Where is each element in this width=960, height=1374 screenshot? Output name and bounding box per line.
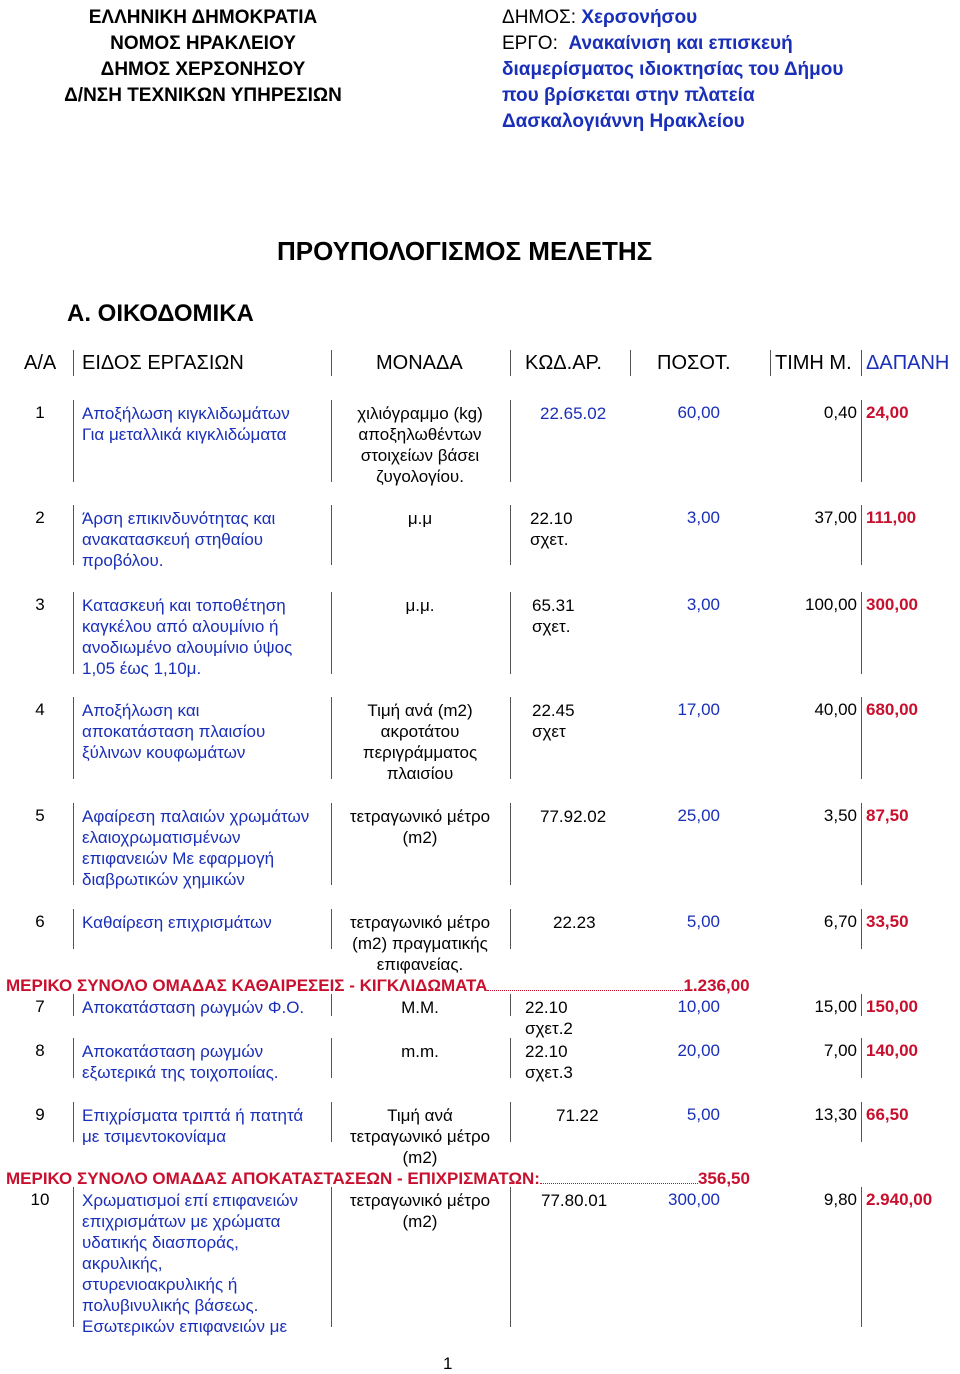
row-unit-price: 37,00 [814, 508, 857, 527]
description-line: ξύλινων κουφωμάτων [82, 743, 246, 762]
subtotal-label: ΜΕΡΙΚΟ ΣΥΝΟΛΟ ΟΜΑΔΑΣ ΑΠΟΚΑΤΑΣΤΑΣΕΩΝ - ΕΠΙΧΡΙΣΜΑΤΩΝ: [6, 1169, 540, 1188]
row-unit-price: 6,70 [823, 912, 857, 931]
description-line: επιχρισμάτων με χρώματα [82, 1212, 281, 1231]
page-title: ΠΡΟΥΠΟΛΟΓΙΣΜΟΣ ΜΕΛΕΤΗΣ [277, 236, 653, 266]
unit-line: ζυγολογίου. [376, 467, 464, 486]
column-divider [73, 350, 74, 376]
row-number: 3 [35, 595, 45, 614]
project-label: ΕΡΓΟ: [502, 33, 558, 54]
row-unit [330, 997, 510, 1018]
column-divider [510, 803, 511, 885]
unit-line: ακροτάτου [380, 722, 460, 741]
unit-line: (m2) πραγματικής [352, 934, 488, 953]
row-code: 22.10 σχετ.2 [525, 998, 573, 1038]
row-quantity: 17,00 [677, 700, 720, 719]
unit-line: επιφανείας. [376, 955, 464, 974]
unit-line: στοιχείων βάσει [360, 446, 480, 465]
project-line: που βρίσκεται στην πλατεία [502, 85, 755, 106]
row-code: 77.92.02 [540, 807, 607, 826]
row-code: 22.65.02 [540, 404, 607, 423]
subtotal-value: 356,50 [697, 1169, 750, 1188]
column-divider [73, 803, 74, 885]
row-code: 22.10 σχετ. [530, 509, 573, 549]
column-divider [770, 350, 771, 376]
row-unit-price: 9,80 [823, 1190, 857, 1209]
column-divider [73, 592, 74, 674]
col-unit: ΜΟΝΑΔΑ [376, 352, 463, 374]
leader-dots [487, 990, 683, 991]
description-line: διαβρωτικών χημικών [82, 870, 245, 889]
unit-line: περιγράμματος [362, 743, 478, 762]
row-unit [330, 403, 510, 487]
row-number: 8 [35, 1041, 45, 1060]
description-line: υδατικής διασποράς, [82, 1233, 239, 1252]
row-unit [330, 700, 510, 784]
description-line: Αποκατάσταση ρωγμών Φ.Ο. [82, 998, 305, 1017]
row-cost: 2.940,00 [866, 1190, 933, 1209]
municipality-label: ΔΗΜΟΣ: [502, 7, 577, 28]
description-line: Αποξήλωση και [82, 701, 200, 720]
description-line: στυρενιοακρυλικής ή [82, 1275, 238, 1294]
subtotal-value: 1.236,00 [683, 976, 750, 995]
col-quantity: ΠΟΣΟΤ. [657, 352, 731, 374]
column-divider [73, 909, 74, 949]
column-divider [510, 400, 511, 482]
unit-line: (m2) [402, 1212, 438, 1231]
subtotal-row [6, 976, 750, 996]
issuer-line: ΕΛΛΗΝΙΚΗ ΔΗΜΟΚΡΑΤΙΑ [88, 7, 318, 28]
subtotal-label: ΜΕΡΙΚΟ ΣΥΝΟΛΟ ΟΜΑΔΑΣ ΚΑΘΑΙΡΕΣΕΙΣ - ΚΙΓΚΛΙΔΩΜΑΤΑ [6, 976, 488, 995]
row-cost: 33,50 [866, 912, 909, 931]
unit-line: αποξηλωθέντων [358, 425, 482, 444]
row-quantity: 300,00 [668, 1190, 720, 1209]
description-line: Αφαίρεση παλαιών χρωμάτων [82, 807, 310, 826]
row-quantity: 5,00 [686, 1105, 720, 1124]
row-cost: 680,00 [866, 700, 918, 719]
row-code: 22.45 σχετ [532, 701, 575, 741]
row-description [82, 806, 332, 890]
project-line: διαμερίσματος ιδιοκτησίας του Δήμου [502, 59, 844, 80]
row-description [82, 912, 332, 933]
column-divider [510, 697, 511, 779]
row-number: 5 [35, 806, 45, 825]
column-divider [73, 697, 74, 779]
row-unit-price: 7,00 [823, 1041, 857, 1060]
row-unit-price: 13,30 [814, 1105, 857, 1124]
column-divider [510, 1102, 511, 1142]
row-unit [330, 1190, 510, 1232]
description-line: Κατασκευή και τοποθέτηση [82, 596, 286, 615]
project-line: Ανακαίνιση και επισκευή [568, 33, 793, 54]
col-cost: ΔΑΠΑΝΗ [866, 352, 950, 374]
description-line: επιφανειών Με εφαρμογή [82, 849, 275, 868]
unit-line: μ.μ [407, 509, 433, 528]
row-unit-price: 40,00 [814, 700, 857, 719]
row-number: 7 [35, 997, 45, 1016]
unit-line: Μ.Μ. [401, 998, 439, 1017]
row-code: 22.10 σχετ.3 [525, 1042, 573, 1082]
description-line: Χρωματισμοί επί επιφανειών [82, 1191, 299, 1210]
description-line: Εσωτερικών επιφανειών με [82, 1317, 288, 1336]
row-quantity: 60,00 [677, 403, 720, 422]
column-divider [510, 1038, 511, 1078]
column-divider [510, 1187, 511, 1327]
description-line: ανοδιωμένο αλουμίνιο ύψος [82, 638, 293, 657]
row-unit-price: 3,50 [823, 806, 857, 825]
row-description [82, 1041, 332, 1083]
row-unit [330, 1041, 510, 1062]
column-divider [510, 350, 511, 376]
column-divider [861, 350, 862, 376]
column-divider [861, 505, 862, 565]
column-divider [73, 1038, 74, 1078]
row-description [82, 1190, 332, 1337]
page-number: 1 [443, 1354, 453, 1373]
column-divider [510, 505, 511, 565]
row-quantity: 5,00 [686, 912, 720, 931]
column-divider [331, 350, 332, 376]
description-line: ελαιοχρωματισμένων [82, 828, 241, 847]
unit-line: (m2) [402, 1148, 438, 1167]
description-line: με τσιμεντοκονίαμα [82, 1127, 227, 1146]
row-quantity: 10,00 [677, 997, 720, 1016]
column-divider [510, 994, 511, 1016]
row-description [82, 997, 332, 1018]
description-line: πολυβινυλικής βάσεως. [82, 1296, 259, 1315]
row-number: 9 [35, 1105, 45, 1124]
column-divider [73, 1102, 74, 1142]
row-unit [330, 912, 510, 975]
col-code: ΚΩΔ.ΑΡ. [525, 352, 602, 374]
row-unit-price: 0,40 [823, 403, 857, 422]
unit-line: τετραγωνικό μέτρο [349, 913, 491, 932]
col-price: ΤΙΜΗ Μ. [775, 352, 852, 374]
row-unit-price: 15,00 [814, 997, 857, 1016]
description-line: αποκατάσταση πλαισίου [82, 722, 266, 741]
issuer-block [40, 5, 366, 109]
row-quantity: 20,00 [677, 1041, 720, 1060]
section-heading: Α. ΟΙΚΟΔΟΜΙΚΑ [67, 300, 254, 327]
row-cost: 111,00 [866, 508, 917, 527]
column-divider [861, 994, 862, 1016]
row-cost: 66,50 [866, 1105, 909, 1124]
unit-line: (m2) [402, 828, 438, 847]
description-line: καγκέλου από αλουμίνιο ή [82, 617, 279, 636]
row-unit-price: 100,00 [805, 595, 857, 614]
column-divider [861, 1187, 862, 1327]
unit-line: τετραγωνικό μέτρο [349, 1127, 491, 1146]
row-unit [330, 1105, 510, 1168]
row-number: 2 [35, 508, 45, 527]
row-number: 10 [30, 1190, 50, 1209]
row-number: 4 [35, 700, 45, 719]
description-line: 1,05 έως 1,10μ. [82, 659, 202, 678]
row-code: 77.80.01 [541, 1191, 608, 1210]
column-divider [73, 994, 74, 1016]
column-divider [73, 400, 74, 482]
unit-line: πλαισίου [386, 764, 454, 783]
issuer-line: ΝΟΜΟΣ ΗΡΑΚΛΕΙΟΥ [110, 33, 296, 54]
column-divider [510, 909, 511, 949]
row-description [82, 403, 332, 445]
row-cost: 87,50 [866, 806, 909, 825]
issuer-line: Δ/ΝΣΗ ΤΕΧΝΙΚΩΝ ΥΠΗΡΕΣΙΩΝ [64, 85, 342, 106]
description-line: ανακατασκευή στηθαίου [82, 530, 264, 549]
row-cost: 24,00 [866, 403, 909, 422]
description-line: Αποκατάσταση ρωγμών [82, 1042, 264, 1061]
unit-line: τετραγωνικό μέτρο [349, 807, 491, 826]
row-quantity: 25,00 [677, 806, 720, 825]
column-divider [73, 1187, 74, 1327]
column-divider [861, 697, 862, 779]
row-description [82, 1105, 332, 1147]
column-divider [861, 803, 862, 885]
unit-line: m.m. [401, 1042, 439, 1061]
description-line: Άρση επικινδυνότητας και [82, 509, 276, 528]
row-cost: 140,00 [866, 1041, 918, 1060]
col-aa: Α/Α [24, 352, 57, 374]
row-cost: 150,00 [866, 997, 918, 1016]
column-divider [630, 350, 631, 376]
subtotal-row [6, 1169, 750, 1189]
col-description: ΕΙΔΟΣ ΕΡΓΑΣΙΩΝ [82, 352, 244, 374]
row-code: 65.31 σχετ. [532, 596, 575, 636]
column-divider [510, 592, 511, 674]
description-line: Αποξήλωση κιγκλιδωμάτων [82, 404, 290, 423]
unit-line: μ.μ. [405, 596, 435, 615]
description-line: Για μεταλλικά κιγκλιδώματα [82, 425, 287, 444]
row-unit [330, 595, 510, 616]
leader-dots [540, 1183, 698, 1184]
unit-line: Τιμή ανά [387, 1106, 453, 1125]
row-description [82, 595, 332, 679]
row-description [82, 508, 332, 571]
row-cost: 300,00 [866, 595, 918, 614]
row-unit [330, 508, 510, 529]
column-divider [73, 505, 74, 565]
unit-line: χιλιόγραμμο (kg) [357, 404, 483, 423]
unit-line: τετραγωνικό μέτρο [349, 1191, 491, 1210]
row-number: 1 [35, 403, 45, 422]
description-line: εξωτερικά της τοιχοποιίας. [82, 1063, 279, 1082]
row-quantity: 3,00 [686, 508, 720, 527]
row-number: 6 [35, 912, 45, 931]
municipality-value: Χερσονήσου [581, 7, 698, 28]
project-line: Δασκαλογιάννη Ηρακλείου [502, 111, 745, 132]
row-code: 22.23 [553, 913, 596, 932]
row-quantity: 3,00 [686, 595, 720, 614]
column-divider [861, 1102, 862, 1142]
column-divider [861, 1038, 862, 1078]
issuer-line: ΔΗΜΟΣ ΧΕΡΣΟΝΗΣΟΥ [100, 59, 306, 80]
description-line: ακρυλικής, [82, 1254, 163, 1273]
column-divider [861, 400, 862, 482]
column-divider [861, 592, 862, 674]
description-line: προβόλου. [82, 551, 164, 570]
description-line: Καθαίρεση επιχρισμάτων [82, 913, 272, 932]
row-description [82, 700, 332, 763]
unit-line: Τιμή ανά (m2) [367, 701, 473, 720]
row-unit [330, 806, 510, 848]
column-divider [861, 909, 862, 949]
row-code: 71.22 [556, 1106, 599, 1125]
description-line: Επιχρίσματα τριπτά ή πατητά [82, 1106, 304, 1125]
project-block [502, 5, 843, 135]
